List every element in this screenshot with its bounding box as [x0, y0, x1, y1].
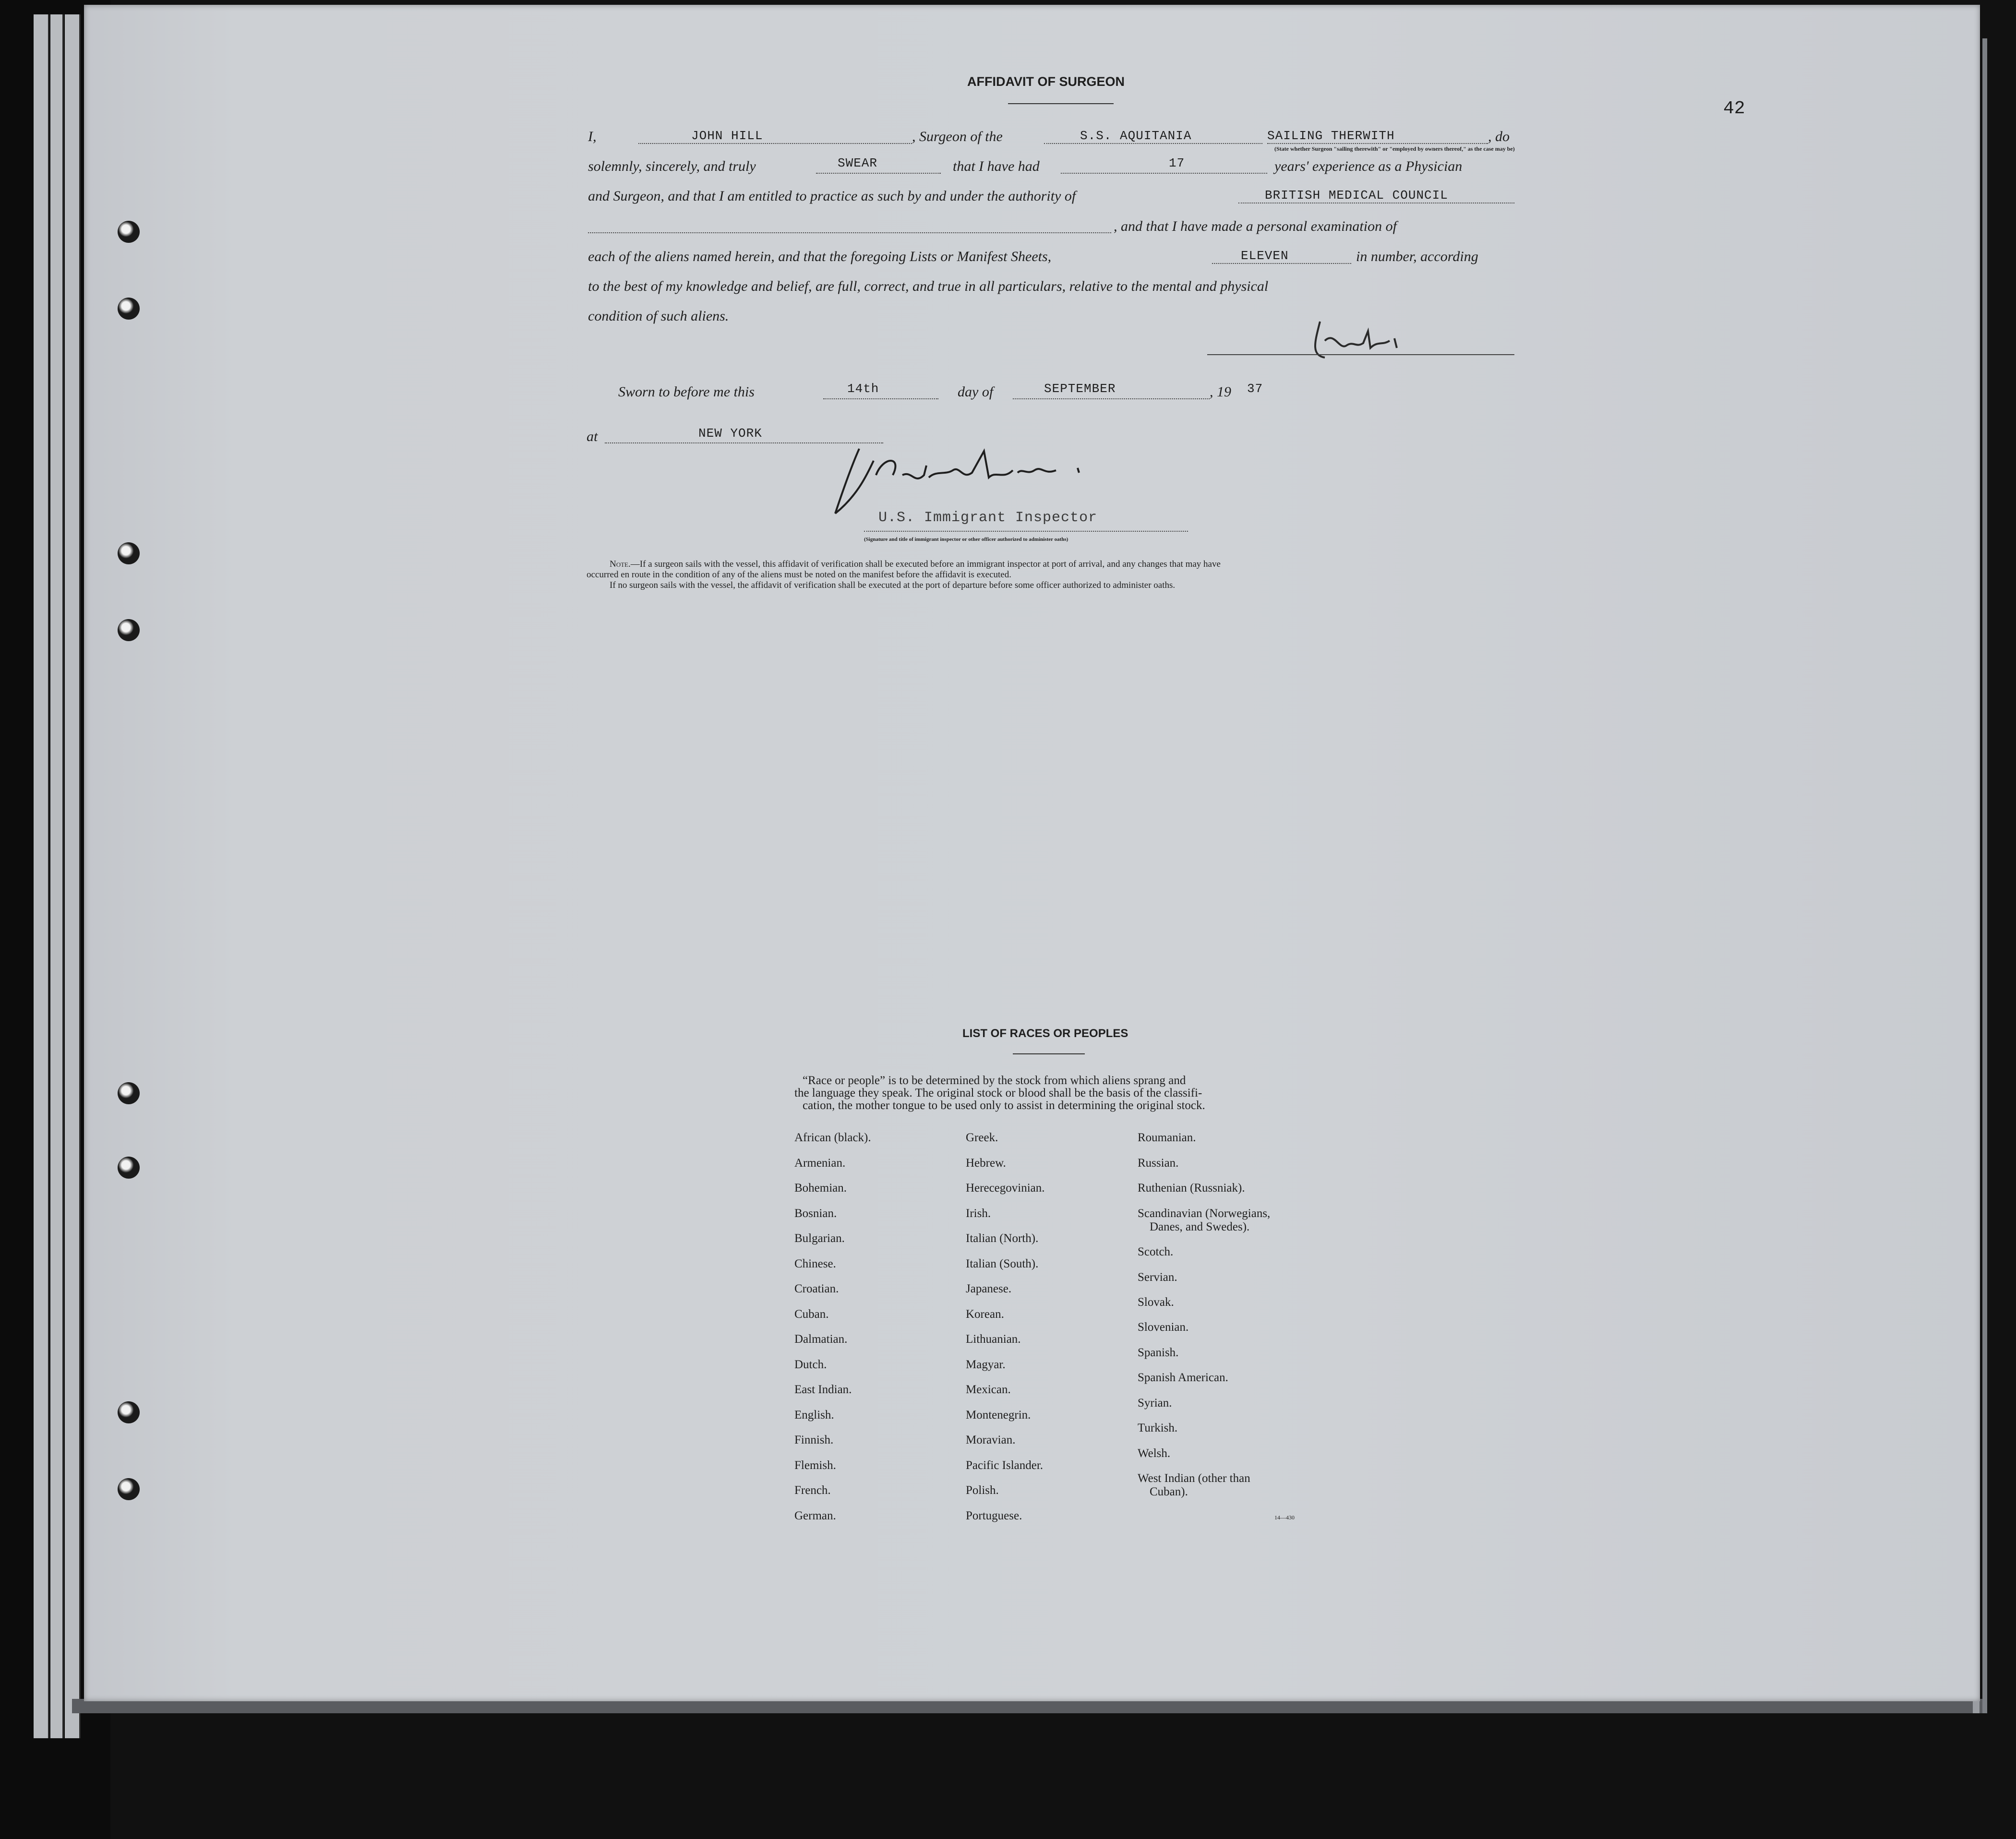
- note-line-1: [610, 559, 1221, 570]
- race-item: Armenian.: [794, 1157, 846, 1170]
- race-item: Turkish.: [1138, 1421, 1178, 1434]
- blank-line: [1044, 143, 1262, 144]
- race-item: Syrian.: [1138, 1397, 1172, 1409]
- race-item: Moravian.: [966, 1433, 1016, 1446]
- race-item: Dalmatian.: [794, 1333, 848, 1346]
- races-title-rule: [1013, 1053, 1085, 1054]
- race-item: Magyar.: [966, 1358, 1006, 1371]
- race-item: Portuguese.: [966, 1509, 1022, 1522]
- race-item: East Indian.: [794, 1383, 852, 1396]
- affidavit-text: , and that I have made a personal examination of: [1114, 218, 1397, 234]
- race-item: Montenegrin.: [966, 1409, 1031, 1421]
- race-item: Welsh.: [1138, 1447, 1171, 1460]
- race-item: Flemish.: [794, 1459, 836, 1472]
- blank-line: [864, 531, 1188, 532]
- surgeon-name: JOHN HILL: [691, 129, 763, 143]
- race-item: Russian.: [1138, 1157, 1179, 1170]
- sailing-status: SAILING THERWITH: [1267, 129, 1395, 143]
- race-item: Irish.: [966, 1207, 991, 1220]
- race-item: Spanish.: [1138, 1346, 1179, 1359]
- race-item: Croatian.: [794, 1282, 839, 1295]
- race-item: Herecegovinian.: [966, 1182, 1045, 1194]
- race-item: Slovenian.: [1138, 1321, 1189, 1334]
- signature-line: [1207, 354, 1514, 355]
- punch-hole: [118, 542, 140, 564]
- at-label: at: [587, 429, 598, 444]
- affidavit-text: solemnly, sincerely, and truly: [588, 158, 756, 174]
- stacked-page-edge: [65, 14, 81, 1738]
- races-title: LIST OF RACES OR PEOPLES: [962, 1027, 1128, 1040]
- race-item: Danes, and Swedes).: [1150, 1220, 1250, 1233]
- race-item: Pacific Islander.: [966, 1459, 1044, 1472]
- affidavit-text: , do: [1488, 129, 1510, 144]
- sworn-place: NEW YORK: [698, 426, 762, 441]
- races-intro-3: cation, the mother tongue to be used only to assist in determining the original stock.: [803, 1099, 1205, 1112]
- race-item: Bulgarian.: [794, 1232, 845, 1245]
- race-item: Cuban).: [1150, 1485, 1188, 1498]
- punch-hole: [118, 1401, 140, 1423]
- race-item: Slovak.: [1138, 1296, 1174, 1309]
- race-item: Italian (South).: [966, 1257, 1039, 1270]
- sheet-count: ELEVEN: [1241, 249, 1289, 263]
- form-number: 14—430: [1274, 1514, 1295, 1521]
- blank-line: [823, 398, 938, 399]
- affidavit-text: , Surgeon of the: [912, 129, 1003, 144]
- punch-hole: [118, 1478, 140, 1500]
- sworn-year: 37: [1247, 382, 1263, 396]
- inspector-signature: [830, 442, 1138, 518]
- race-item: Cuban.: [794, 1308, 829, 1321]
- sworn-text: Sworn to before me this: [618, 384, 755, 400]
- races-intro-2: the language they speak. The original stock or blood shall be the basis of the classifi-: [794, 1087, 1202, 1099]
- punch-hole: [118, 298, 140, 320]
- sailing-note: (State whether Surgeon "sailing therewith" or "employed by owners thereof," as the case may be): [1274, 145, 1515, 152]
- punch-hole: [118, 1157, 140, 1179]
- race-item: Korean.: [966, 1308, 1004, 1321]
- race-item: Dutch.: [794, 1358, 827, 1371]
- blank-line: [1061, 173, 1267, 174]
- race-item: Finnish.: [794, 1433, 834, 1446]
- race-item: Greek.: [966, 1131, 998, 1144]
- race-item: Bohemian.: [794, 1182, 847, 1194]
- race-item: English.: [794, 1409, 834, 1421]
- race-item: Italian (North).: [966, 1232, 1039, 1245]
- stacked-page-edge: [34, 14, 49, 1738]
- race-item: Bosnian.: [794, 1207, 837, 1220]
- race-item: Japanese.: [966, 1282, 1012, 1295]
- race-item: West Indian (other than: [1138, 1472, 1250, 1485]
- blank-line: [1013, 398, 1210, 399]
- affidavit-text: that I have had: [953, 158, 1040, 174]
- affidavit-text: each of the aliens named herein, and that the foregoing Lists or Manifest Sheets,: [588, 249, 1052, 264]
- stacked-page-edge: [50, 14, 64, 1738]
- inspector-title: U.S. Immigrant Inspector: [878, 510, 1098, 526]
- affidavit-text: I,: [588, 129, 597, 144]
- blank-line: [1212, 263, 1351, 264]
- sworn-month: SEPTEMBER: [1044, 382, 1116, 396]
- page-stack-right: [1982, 38, 1987, 1713]
- affidavit-text: years' experience as a Physician: [1274, 158, 1463, 174]
- oath-type: SWEAR: [838, 156, 878, 170]
- race-item: African (black).: [794, 1131, 871, 1144]
- punch-hole: [118, 1082, 140, 1104]
- note-line-2: occurred en route in the condition of any of the aliens must be noted on the manifest before the affidavit is executed.: [587, 570, 1011, 580]
- ship-name: S.S. AQUITANIA: [1080, 129, 1192, 143]
- blank-line: [588, 232, 1111, 233]
- punch-hole: [118, 221, 140, 243]
- affidavit-text: condition of such aliens.: [588, 308, 729, 324]
- years-experience: 17: [1169, 156, 1185, 170]
- sworn-day: 14th: [847, 382, 879, 396]
- race-item: Polish.: [966, 1484, 999, 1497]
- race-item: Spanish American.: [1138, 1371, 1228, 1384]
- blank-line: [1267, 143, 1488, 144]
- race-item: French.: [794, 1484, 831, 1497]
- races-intro-1: “Race or people” is to be determined by the stock from which aliens sprang and: [803, 1074, 1186, 1087]
- sworn-text: day of: [958, 384, 994, 400]
- affidavit-text: in number, according: [1356, 249, 1478, 264]
- note-label: Note.: [610, 559, 631, 569]
- note-text: —If a surgeon sails with the vessel, this affidavit of verification shall be executed before an immigrant inspector at port of arrival, and any changes that may have: [630, 559, 1221, 569]
- race-item: Servian.: [1138, 1271, 1177, 1284]
- note-line-3: If no surgeon sails with the vessel, the affidavit of verification shall be executed at the port of departure before some officer authorized to administer oaths.: [610, 580, 1176, 590]
- affidavit-title: AFFIDAVIT OF SURGEON: [967, 74, 1125, 89]
- race-item: Hebrew.: [966, 1157, 1006, 1170]
- surgeon-signature: [1306, 312, 1411, 365]
- race-item: Scandinavian (Norwegians,: [1138, 1207, 1271, 1220]
- race-item: Scotch.: [1138, 1245, 1174, 1258]
- race-item: Roumanian.: [1138, 1131, 1196, 1144]
- affidavit-text: and Surgeon, and that I am entitled to practice as such by and under the authority of: [588, 188, 1076, 204]
- race-item: Mexican.: [966, 1383, 1011, 1396]
- inspector-caption: (Signature and title of immigrant inspector or other officer authorized to administer oaths): [864, 537, 1068, 542]
- title-rule: [1008, 103, 1114, 104]
- blank-line: [816, 173, 941, 174]
- authority: BRITISH MEDICAL COUNCIL: [1265, 188, 1448, 203]
- page-number: 42: [1723, 98, 1745, 119]
- race-item: Ruthenian (Russniak).: [1138, 1182, 1245, 1194]
- affidavit-text: to the best of my knowledge and belief, are full, correct, and true in all particulars, relative to the mental and physical: [588, 278, 1269, 294]
- race-item: Lithuanian.: [966, 1333, 1021, 1346]
- punch-hole: [118, 619, 140, 641]
- sworn-text: , 19: [1210, 384, 1231, 400]
- race-item: German.: [794, 1509, 836, 1522]
- blank-line: [638, 143, 912, 144]
- race-item: Chinese.: [794, 1257, 836, 1270]
